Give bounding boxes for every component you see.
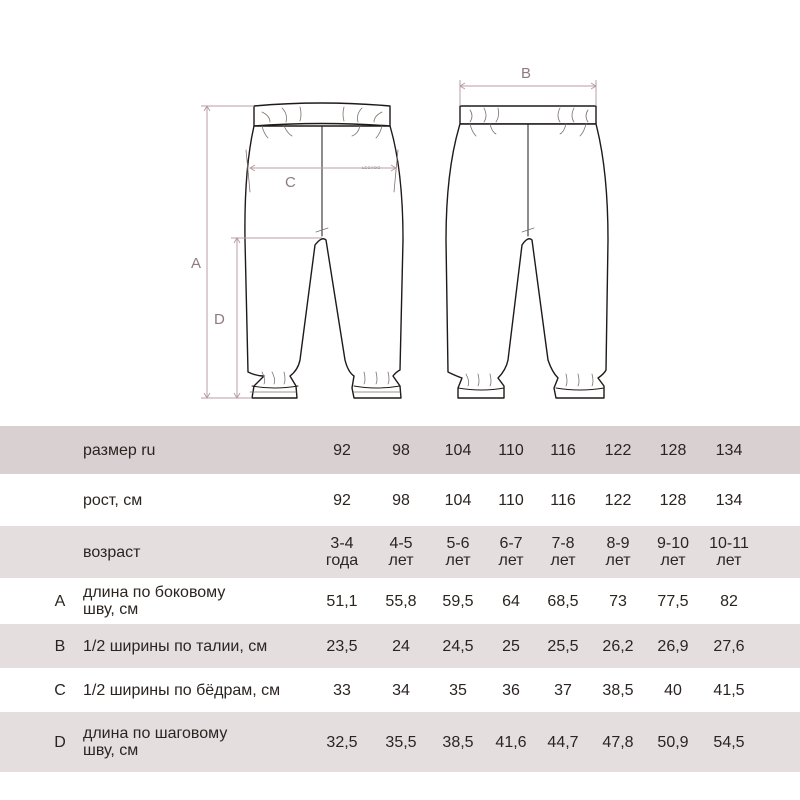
table-cell: 104: [444, 491, 472, 509]
row-label: рост, см: [83, 491, 143, 509]
back-pants-outline: [446, 124, 608, 398]
table-cell: 38,5: [602, 681, 634, 699]
back-waistband: [460, 106, 596, 124]
table-row-half-waist-width: [0, 624, 800, 668]
row-label: длина по шаговому шву, см: [83, 725, 228, 759]
table-cell: 50,9: [657, 733, 689, 751]
table-cell: 26,9: [657, 637, 689, 655]
table-cell: 128: [659, 491, 687, 509]
table-cell: 5-6 лет: [445, 535, 471, 569]
table-row-side-seam-length: [0, 578, 800, 624]
table-cell: 47,8: [602, 733, 634, 751]
row-letter: B: [54, 637, 66, 655]
table-cell: 68,5: [547, 592, 579, 610]
table-cell: 23,5: [326, 637, 358, 655]
pants-front-view: [245, 103, 403, 398]
table-cell: 35,5: [385, 733, 417, 751]
table-cell: 36: [502, 681, 520, 699]
row-letter: [40, 526, 80, 578]
table-cell: 98: [392, 441, 410, 459]
table-cell: 3-4 года: [325, 535, 359, 569]
table-cell: 54,5: [713, 733, 745, 751]
table-row-inseam-length: [0, 712, 800, 772]
table-cell: 44,7: [547, 733, 579, 751]
row-letter: D: [54, 733, 66, 751]
table-cell: 37: [554, 681, 572, 699]
table-cell: 41,6: [495, 733, 527, 751]
table-row-age: [0, 526, 800, 578]
table-cell: 92: [333, 441, 351, 459]
row-letter: [40, 474, 80, 526]
table-cell: 116: [550, 491, 576, 509]
table-cell: 110: [498, 441, 524, 459]
row-letter: [40, 426, 80, 474]
table-cell: 73: [609, 592, 627, 610]
table-cell: 10-11 лет: [709, 535, 749, 569]
table-cell: 64: [502, 592, 520, 610]
table-cell: 122: [604, 491, 632, 509]
table-cell: 33: [333, 681, 351, 699]
table-cell: 110: [498, 491, 524, 509]
table-cell: 35: [449, 681, 467, 699]
table-cell: 6-7 лет: [498, 535, 524, 569]
table-cell: 104: [444, 441, 472, 459]
brand-label: LECHOO: [362, 165, 381, 170]
row-letter: C: [54, 681, 66, 699]
table-cell: 4-5 лет: [388, 535, 414, 569]
row-label: 1/2 ширины по талии, см: [83, 637, 268, 655]
row-label: возраст: [83, 543, 141, 561]
table-cell: 41,5: [713, 681, 745, 699]
dim-label-b: B: [521, 65, 532, 82]
table-cell: 25: [502, 637, 520, 655]
table-cell: 134: [715, 491, 743, 509]
row-letter: A: [54, 592, 66, 610]
table-cell: 128: [659, 441, 687, 459]
table-cell: 8-9 лет: [605, 535, 631, 569]
table-cell: 38,5: [442, 733, 474, 751]
table-cell: 82: [720, 592, 738, 610]
table-cell: 98: [392, 491, 410, 509]
row-label: длина по боковому шву, см: [83, 584, 226, 618]
table-cell: 40: [664, 681, 682, 699]
front-waistband: [254, 103, 390, 126]
table-cell: 26,2: [602, 637, 634, 655]
table-cell: 7-8 лет: [550, 535, 576, 569]
table-cell: 51,1: [326, 592, 358, 610]
table-cell: 77,5: [657, 592, 689, 610]
table-cell: 27,6: [713, 637, 745, 655]
dim-label-c: C: [285, 174, 296, 191]
table-row-size-ru: [0, 426, 800, 474]
table-cell: 24,5: [442, 637, 474, 655]
dim-label-a: A: [191, 255, 202, 272]
table-cell: 116: [550, 441, 576, 459]
table-cell: 55,8: [385, 592, 417, 610]
table-cell: 34: [392, 681, 410, 699]
table-cell: 24: [392, 637, 410, 655]
table-row-half-hip-width: [0, 668, 800, 712]
table-cell: 134: [715, 441, 743, 459]
dim-label-d: D: [214, 311, 225, 328]
table-row-height: [0, 474, 800, 526]
table-cell: 122: [604, 441, 632, 459]
pants-back-view: [446, 106, 608, 398]
table-cell: 25,5: [547, 637, 579, 655]
row-label: 1/2 ширины по бёдрам, см: [83, 681, 281, 699]
table-cell: 59,5: [442, 592, 474, 610]
row-label: размер ru: [83, 441, 156, 459]
table-cell: 9-10 лет: [656, 535, 690, 569]
table-cell: 32,5: [326, 733, 358, 751]
table-cell: 92: [333, 491, 351, 509]
